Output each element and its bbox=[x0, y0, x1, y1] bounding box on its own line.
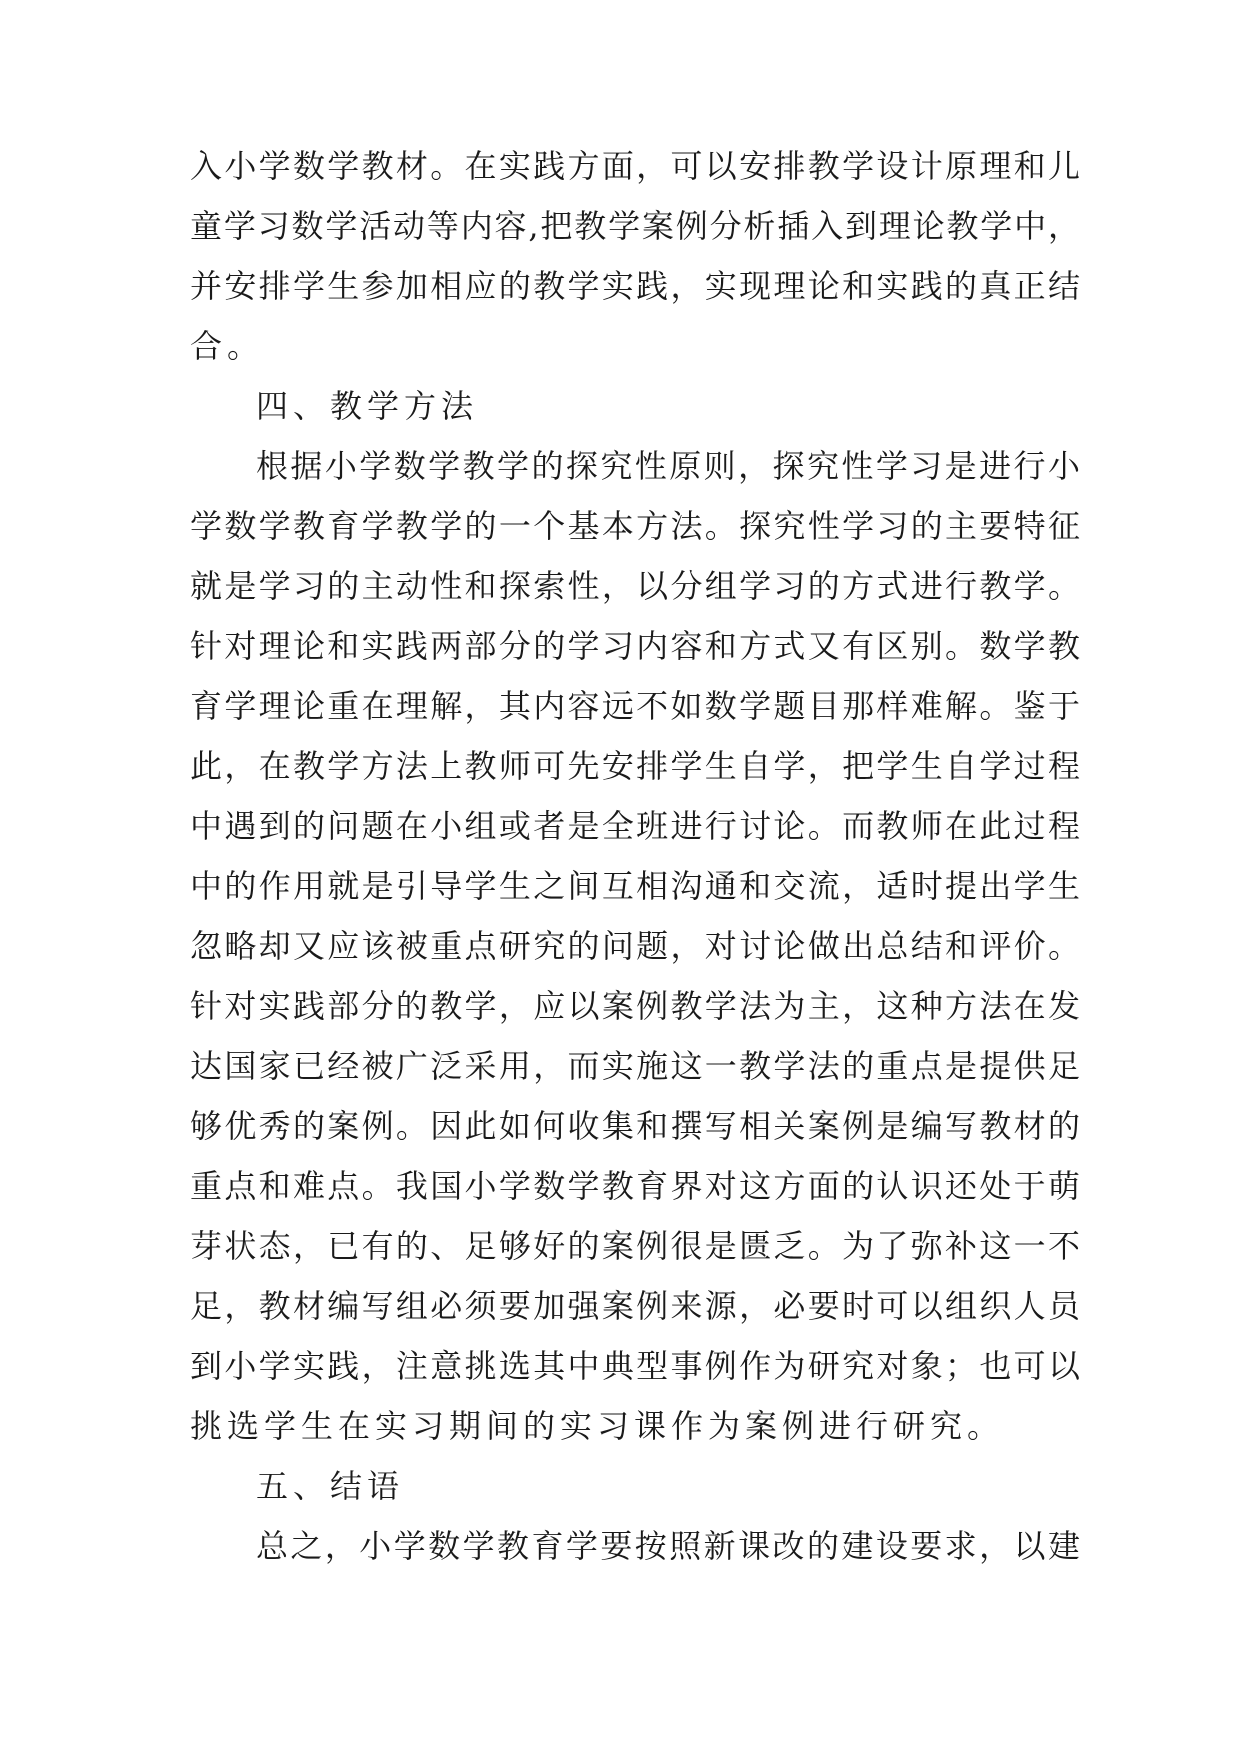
body-text-line: 重点和难点。我国小学数学教育界对这方面的认识还处于萌 bbox=[190, 1167, 1080, 1205]
body-text-line: 学数学教育学教学的一个基本方法。探究性学习的主要特征 bbox=[190, 507, 1080, 545]
body-text-line: 并安排学生参加相应的教学实践，实现理论和实践的真正结 bbox=[190, 267, 1080, 305]
body-text-line: 育学理论重在理解，其内容远不如数学题目那样难解。鉴于 bbox=[190, 687, 1080, 725]
body-text-line: 就是学习的主动性和探索性，以分组学习的方式进行教学。 bbox=[190, 567, 1080, 605]
body-text-line: 足，教材编写组必须要加强案例来源，必要时可以组织人员 bbox=[190, 1287, 1080, 1325]
body-text-line: 此，在教学方法上教师可先安排学生自学，把学生自学过程 bbox=[190, 747, 1080, 785]
body-text-line: 够优秀的案例。因此如何收集和撰写相关案例是编写教材的 bbox=[190, 1107, 1080, 1145]
section-heading: 五、结语 bbox=[256, 1467, 405, 1505]
body-text-line: 挑选学生在实习期间的实习课作为案例进行研究。 bbox=[190, 1407, 1005, 1445]
body-text-line: 总之，小学数学教育学要按照新课改的建设要求，以建 bbox=[256, 1527, 1080, 1565]
body-text-line: 根据小学数学教学的探究性原则，探究性学习是进行小 bbox=[256, 447, 1080, 485]
body-text-line: 到小学实践，注意挑选其中典型事例作为研究对象；也可以 bbox=[190, 1347, 1080, 1385]
body-text-line: 中遇到的问题在小组或者是全班进行讨论。而教师在此过程 bbox=[190, 807, 1080, 845]
body-text-line: 入小学数学教材。在实践方面，可以安排教学设计原理和儿 bbox=[190, 147, 1080, 185]
body-text-line: 针对理论和实践两部分的学习内容和方式又有区别。数学教 bbox=[190, 627, 1080, 665]
body-text-line: 中的作用就是引导学生之间互相沟通和交流，适时提出学生 bbox=[190, 867, 1080, 905]
body-text-line: 针对实践部分的教学，应以案例教学法为主，这种方法在发 bbox=[190, 987, 1080, 1025]
body-text-line: 达国家已经被广泛采用，而实施这一教学法的重点是提供足 bbox=[190, 1047, 1080, 1085]
body-text-line: 童学习数学活动等内容,把教学案例分析插入到理论教学中， bbox=[190, 207, 1080, 245]
body-text-line: 忽略却又应该被重点研究的问题，对讨论做出总结和评价。 bbox=[190, 927, 1080, 965]
body-text-line: 芽状态，已有的、足够好的案例很是匮乏。为了弥补这一不 bbox=[190, 1227, 1080, 1265]
body-text-line: 合。 bbox=[190, 327, 265, 365]
section-heading: 四、教学方法 bbox=[256, 387, 479, 425]
